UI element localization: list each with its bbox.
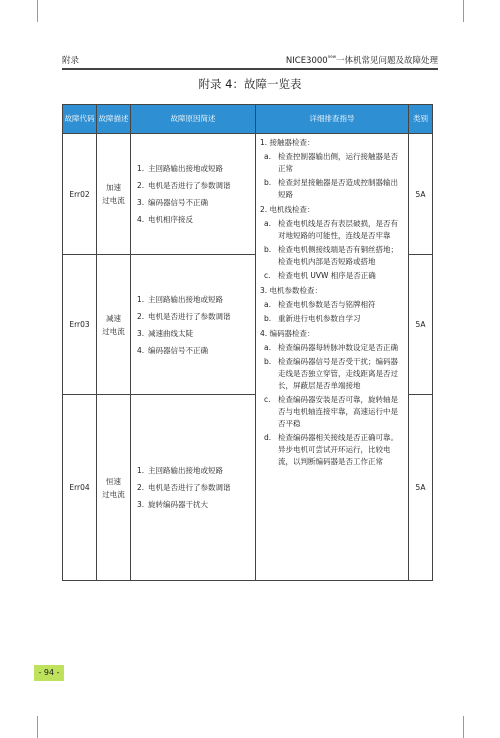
guide-item: [264, 244, 404, 268]
fault-code: Err04: [63, 395, 97, 581]
crop-mark: [37, 0, 38, 22]
cause-text: 主回路输出接地或短路: [148, 294, 223, 304]
guide-heading: 3. 电机参数检查：: [260, 286, 323, 295]
guide-marker: b.: [264, 314, 272, 323]
fault-category: 5A: [409, 134, 433, 255]
fault-causes: [131, 134, 256, 255]
guide-marker: a.: [264, 343, 271, 352]
cause-item: [137, 291, 255, 308]
cause-text: 电机相序接反: [148, 215, 193, 224]
cause-text: 电机是否进行了参数调谐: [148, 181, 231, 190]
guide-marker: b.: [264, 357, 272, 366]
guide-text: 检查编码器相关接线是否正确可靠。异步电机可尝试开环运行，比较电流，以判断编码器是否工作正常: [278, 433, 398, 466]
guide-marker: a.: [264, 219, 271, 228]
cause-item: [137, 479, 255, 496]
cause-item: [137, 342, 255, 359]
guide-item: [264, 218, 404, 242]
cause-number: 3.: [137, 500, 145, 509]
guide-marker: c.: [264, 395, 271, 404]
fault-causes: [131, 255, 256, 395]
fault-code: Err02: [63, 134, 97, 255]
desc-line: 过电流: [102, 196, 125, 205]
cause-item: [137, 325, 255, 342]
header-causes: 故障原因简述: [131, 105, 256, 134]
header-rule: [62, 68, 438, 70]
cause-number: 1.: [137, 164, 145, 173]
guide-item: [264, 313, 404, 325]
guide-heading: 2. 电机线检查：: [260, 205, 315, 214]
header-code: 故障代码: [63, 105, 97, 134]
cause-number: 1.: [137, 466, 145, 475]
cause-text: 编码器信号不正确: [148, 198, 208, 207]
page-number: - 94 -: [34, 665, 64, 681]
guide-item: [264, 342, 404, 354]
guide-marker: b.: [264, 245, 272, 254]
guide-item: [264, 270, 404, 282]
cause-text: 电机是否进行了参数调谐: [148, 311, 231, 321]
cause-item: [137, 496, 255, 513]
crop-mark: [463, 716, 464, 738]
guide-heading: 1. 接触器检查：: [260, 138, 315, 147]
fault-desc: [97, 134, 131, 255]
running-title: [286, 54, 438, 66]
cause-number: 4.: [137, 215, 145, 224]
header-guide: 详细排查指导: [256, 105, 409, 134]
guide-marker: a.: [264, 152, 271, 161]
cause-item: [137, 177, 255, 194]
fault-causes: [131, 395, 256, 581]
guide-text: 检查编码器安装是否可靠，旋转轴是否与电机轴连接牢靠，高速运行中是否平稳: [278, 395, 398, 428]
cause-number: 2.: [137, 181, 145, 190]
fault-category: 5A: [409, 395, 433, 581]
cause-item: [137, 160, 255, 177]
guide-text: 检查编码器每转脉冲数设定是否正确: [278, 343, 398, 352]
guide-item: [264, 394, 404, 430]
desc-line: 加速: [106, 183, 121, 192]
guide-text: 检查电机线是否有表层破损，是否有对地短路的可能性，连线是否牢靠: [278, 219, 398, 240]
guide-heading: 4. 编码器检查：: [260, 329, 315, 338]
guide-text: 检查编码器信号是否受干扰；编码器走线是否独立穿管，走线距离是否过长，屏蔽层是否单端接地: [278, 357, 398, 390]
section-label: 附录: [62, 56, 80, 66]
cause-text: 减速曲线太陡: [148, 328, 193, 338]
desc-line: 过电流: [102, 489, 125, 499]
cause-text: 电机是否进行了参数调谐: [148, 483, 231, 492]
guide-item: [264, 356, 404, 392]
desc-line: 减速: [106, 313, 121, 323]
table-row: [63, 134, 433, 255]
crop-mark: [37, 716, 38, 738]
running-title-text: 一体机常见问题及故障处理: [335, 56, 438, 66]
guide-text: 重新进行电机参数自学习: [278, 314, 361, 323]
cause-number: 1.: [137, 294, 145, 304]
header-desc: 故障描述: [97, 105, 131, 134]
guide-text: 检查电机参数是否与铭牌相符: [278, 300, 376, 309]
cause-number: 3.: [137, 198, 145, 207]
product-name: NICE3000: [285, 56, 328, 66]
crop-mark: [463, 0, 464, 22]
guide-item: [264, 432, 404, 468]
fault-code: Err03: [63, 255, 97, 395]
desc-line: 过电流: [102, 326, 125, 336]
guide-text: 检查电机 UVW 相序是否正确: [278, 271, 376, 280]
fault-category: 5A: [409, 255, 433, 395]
cause-number: 3.: [137, 328, 145, 338]
cause-number: 2.: [137, 311, 145, 321]
fault-table: [62, 104, 433, 581]
cause-number: 2.: [137, 483, 145, 492]
guide-text: 检查控制器输出侧，运行接触器是否正常: [278, 152, 398, 173]
cause-item: [137, 462, 255, 479]
desc-line: 恒速: [106, 476, 121, 486]
fault-desc: [97, 395, 131, 581]
troubleshooting-guide: [256, 134, 409, 581]
product-superscript: new: [327, 54, 336, 59]
guide-item: [264, 177, 404, 201]
guide-marker: a.: [264, 300, 271, 309]
cause-number: 4.: [137, 345, 145, 355]
guide-marker: d.: [264, 433, 272, 442]
guide-marker: c.: [264, 271, 271, 280]
guide-item: [264, 151, 404, 175]
cause-item: [137, 211, 255, 228]
table-header-row: [63, 105, 433, 134]
guide-marker: b.: [264, 178, 272, 187]
guide-text: 检查封星接触器是否造成控制器输出短路: [278, 178, 398, 199]
cause-text: 旋转编码器干扰大: [148, 500, 208, 509]
page-title: 附录 4：故障一览表: [198, 77, 302, 91]
cause-item: [137, 308, 255, 325]
cause-text: 主回路输出接地或短路: [148, 466, 223, 475]
header-category: 类别: [409, 105, 433, 134]
cause-text: 主回路输出接地或短路: [148, 164, 223, 173]
fault-desc: [97, 255, 131, 395]
cause-item: [137, 194, 255, 211]
cause-text: 编码器信号不正确: [148, 345, 208, 355]
guide-text: 检查电机侧接线端是否有铜丝搭地；检查电机内部是否短路或搭地: [278, 245, 398, 266]
guide-item: [264, 299, 404, 311]
